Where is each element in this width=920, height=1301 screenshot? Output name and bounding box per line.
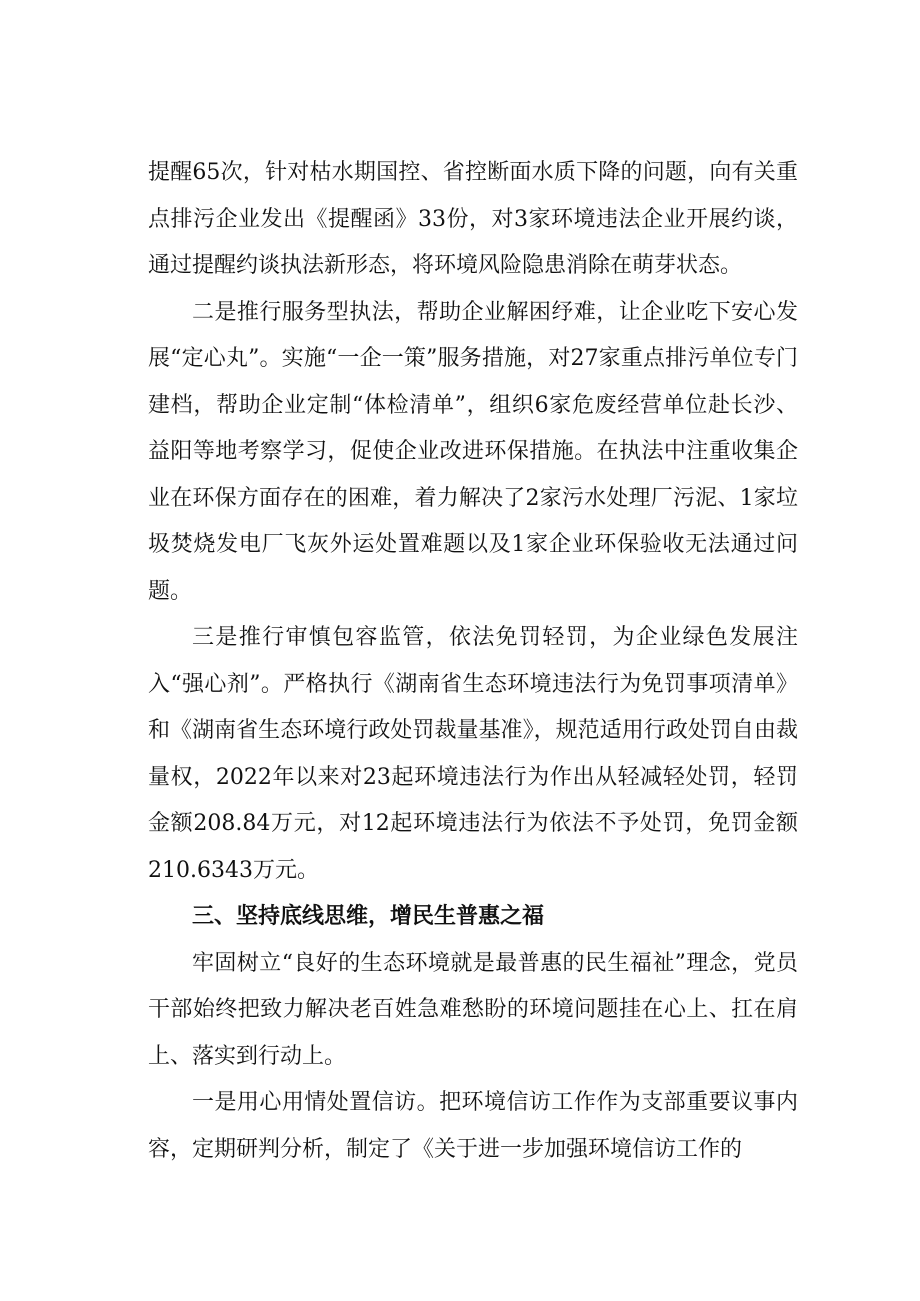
paragraph-petition-handling: 一是用心用情处置信访。把环境信访工作作为支部重要议事内容，定期研判分析，制定了《关于进一步加强环境信访工作的 [148, 1090, 798, 1162]
paragraph-continuation: 提醒65次，针对枯水期国控、省控断面水质下降的问题，向有关重点排污企业发出《提醒函》33份，对3家环境违法企业开展约谈，通过提醒约谈执法新形态，将环境风险隐患消除在萌芽状态。 [148, 160, 798, 278]
paragraph-livelihood: 牢固树立“良好的生态环境就是最普惠的民生福祉”理念，党员干部始终把致力解决老百姓急难愁盼的环境问题挂在心上、扛在肩上、落实到行动上。 [148, 950, 798, 1069]
section-heading: 三、坚持底线思维，增民生普惠之福 [192, 904, 545, 929]
paragraph-prudent-supervision: 三是推行审慎包容监管，依法免罚轻罚，为企业绿色发展注入“强心剂”。严格执行《湖南省生态环境违法行为免罚事项清单》和《湖南省生态环境行政处罚裁量基准》，规范适用行政处罚自由裁量权，2022年以来对23起环境违法行为作出从轻减轻处罚，轻罚金额208.84万元，对12起环境违法行为依法不予处罚，免罚金额210.6343万元。 [148, 625, 798, 883]
paragraph-service-enforcement: 二是推行服务型执法，帮助企业解困纾难，让企业吃下安心发展“定心丸”。实施“一企一策”服务措施，对27家重点排污单位专门建档，帮助企业定制“体检清单”，组织6家危废经营单位赴长沙、益阳等地考察学习，促使企业改进环保措施。在执法中注重收集企业在环保方面存在的困难，着力解决了2家污水处理厂污泥、1家垃圾焚烧发电厂飞灰外运处置难题以及1家企业环保验收无法通过问题。 [148, 299, 798, 604]
document-body [148, 150, 798, 1173]
